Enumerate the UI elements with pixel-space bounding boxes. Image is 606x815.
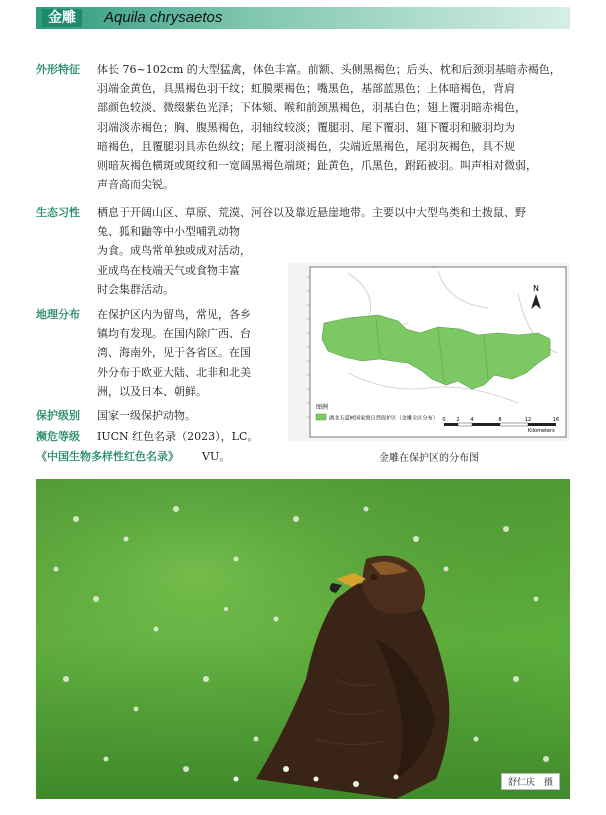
distribution-line: 在保护区内为留鸟，常见，各乡 <box>97 308 251 321</box>
ecology-line: 亚成鸟在枝端天气或食物丰富 <box>97 263 240 277</box>
distribution-map <box>288 263 570 441</box>
ecology-line: 兔、狐和鼬等中小型哺乳动物 <box>97 225 240 239</box>
morphology-text <box>97 60 570 194</box>
distribution-line: 镇均有发现。在国内除广西、台 <box>97 327 251 341</box>
ecology-line: 栖息于开阔山区、草原、荒漠、河谷以及靠近悬崖地带。主要以中大型鸟类和土拨鼠、野 <box>97 206 526 219</box>
morphology-line: 声音高而尖锐。 <box>97 178 174 192</box>
ecology-line: 为食。成鸟常单独或成对活动， <box>97 244 251 258</box>
legend-item: 湖北五道峡国家级自然保护区（金雕全区分布） <box>329 415 438 422</box>
morphology-label: 外形特征 <box>36 63 80 76</box>
distribution-line: 湾、海南外，见于各省区。在国 <box>97 346 251 360</box>
photo-credit: 舒仁庆 摄 <box>501 773 560 790</box>
scale-tick: 2 <box>456 417 460 423</box>
scale-unit: Kilometers <box>528 428 555 434</box>
protection-label: 保护级别 <box>36 409 80 422</box>
scale-tick: 8 <box>498 417 502 423</box>
redlist-text: VU。 <box>202 450 231 463</box>
morphology-line: 暗褐色，且覆腿羽具赤色纵纹；尾上覆羽淡褐色，尖端近黑褐色，尾羽灰褐色，具不规 <box>97 139 515 153</box>
redlist-label: 《中国生物多样性红色名录》 <box>36 450 179 463</box>
morphology-line: 则暗灰褐色横斑或斑纹和一宽阔黑褐色端斑；趾黄色，爪黑色，跗跖被羽。叫声相对微弱， <box>97 159 537 173</box>
morphology-line: 羽端金黄色，具黑褐色羽干纹；虹膜栗褐色；嘴黑色，基部蓝黑色；上体暗褐色，背肩 <box>97 82 515 96</box>
endangered-label: 濒危等级 <box>36 430 80 443</box>
title-banner <box>36 7 570 29</box>
scale-tick: 12 <box>524 417 532 423</box>
golden-eagle-photo <box>36 479 570 799</box>
ecology-label: 生态习性 <box>36 206 80 219</box>
morphology-line: 体长 76~102cm 的大型猛禽，体色丰富。前额、头侧黑褐色；后头、枕和后颈羽基暗赤褐色， <box>97 63 561 76</box>
scale-tick: 16 <box>552 417 560 423</box>
morphology-line: 羽端淡赤褐色；胸、腹黑褐色，羽轴纹较淡；覆腿羽、尾下覆羽、翅下覆羽和腋羽均为 <box>97 120 515 134</box>
ecology-line: 时会集群活动。 <box>97 282 174 296</box>
species-name-cn: 金雕 <box>42 9 82 27</box>
distribution-line: 洲，以及日本、朝鲜。 <box>97 384 207 398</box>
distribution-text <box>97 305 277 401</box>
species-name-latin: Aquila chrysaetos <box>104 9 223 26</box>
scale-tick: 0 <box>442 417 446 423</box>
endangered-text: IUCN 红色名录（2023），LC。 <box>97 430 259 443</box>
scale-tick: 4 <box>470 417 474 423</box>
legend-title: 图例 <box>316 404 329 411</box>
legend-swatch <box>316 414 326 420</box>
map-caption: 金雕在保护区的分布图 <box>379 453 479 464</box>
distribution-line: 外分布于欧亚大陆、北非和北美 <box>97 365 251 379</box>
distribution-label: 地理分布 <box>36 308 80 321</box>
north-label: N <box>533 284 539 293</box>
morphology-line: 部颜色较淡、微缀紫色光泽；下体颏、喉和前颈黑褐色，羽基白色；翅上覆羽暗赤褐色， <box>97 101 526 115</box>
protection-text: 国家一级保护动物。 <box>97 409 196 422</box>
